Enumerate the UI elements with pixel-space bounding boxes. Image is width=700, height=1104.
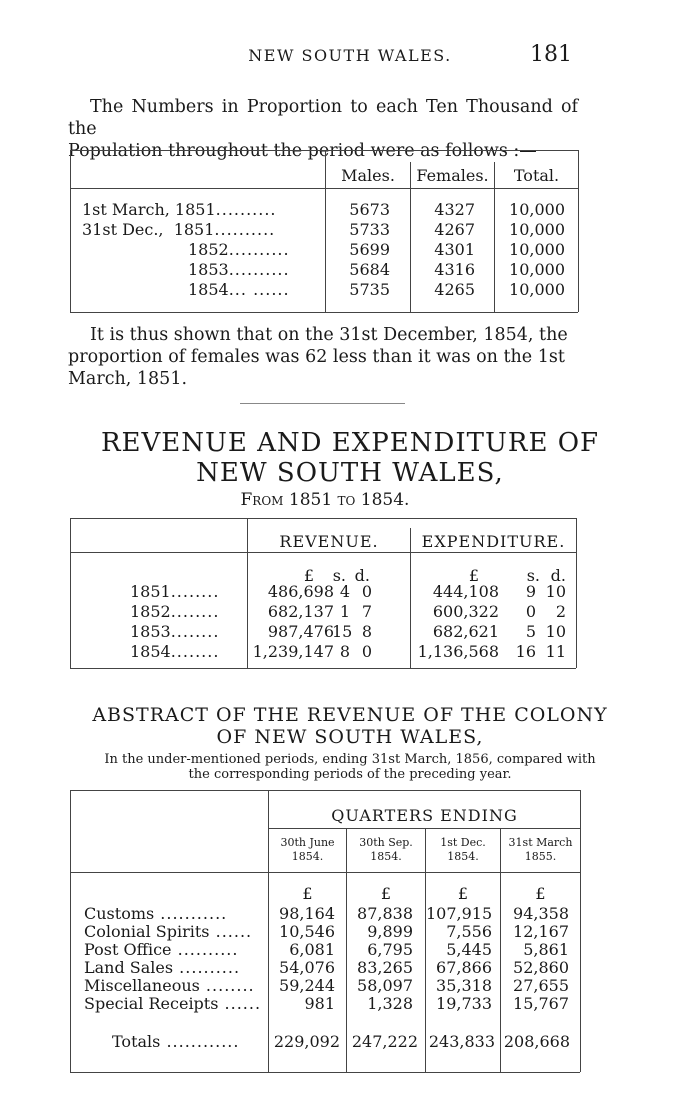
quarter-value: 35,318	[436, 976, 492, 995]
quarter-value: 54,076	[279, 958, 335, 977]
cell-females: 4301	[434, 240, 475, 259]
summary-line: March, 1851.	[68, 369, 188, 389]
totals-label: Totals ............	[112, 1032, 240, 1051]
exp-pounds: 600,322	[432, 602, 499, 621]
quarter-value: 27,655	[513, 976, 569, 995]
rev-pence: 7	[361, 602, 372, 621]
header-total: Total.	[513, 166, 560, 185]
abstract-caption-line1: In the under-mentioned periods, ending 31st March, 1856, compared with	[104, 752, 596, 767]
year-label: 1852........	[130, 602, 220, 621]
quarter-value: 15,767	[513, 994, 569, 1013]
row-label: 1854... ......	[188, 280, 290, 299]
unit-shillings: s.	[526, 566, 540, 585]
exp-pounds: 444,108	[432, 582, 499, 601]
exp-shillings: 5	[525, 622, 536, 641]
revenue-label: Special Receipts ......	[84, 994, 262, 1013]
unit-pound: £	[380, 884, 392, 903]
quarter-value: 58,097	[357, 976, 413, 995]
rev-pence: 0	[361, 642, 372, 661]
quarter-value: 87,838	[357, 904, 413, 923]
total-value: 208,668	[503, 1032, 570, 1051]
rev-pounds: 486,698	[267, 582, 334, 601]
unit-pence: d.	[354, 566, 370, 585]
cell-females: 4316	[434, 260, 475, 279]
running-title: NEW SOUTH WALES.	[248, 46, 452, 65]
cell-total: 10,000	[509, 240, 565, 259]
year-label: 1851........	[130, 582, 220, 601]
quarter-value: 59,244	[279, 976, 335, 995]
rev-pence: 0	[361, 582, 372, 601]
exp-pence: 11	[545, 642, 566, 661]
abstract-title-line2: OF NEW SOUTH WALES,	[216, 726, 484, 748]
year-label: 1853........	[130, 622, 220, 641]
cell-total: 10,000	[509, 280, 565, 299]
revenue-subtitle: From 1851 to 1854.	[240, 490, 410, 510]
revenue-label: Customs ...........	[84, 904, 228, 923]
intro-line: The Numbers in Proportion to each Ten Thousand of the	[68, 97, 578, 139]
quarter-value: 10,546	[279, 922, 335, 941]
quarter-value: 107,915	[426, 904, 493, 923]
quarter-value: 5,861	[523, 940, 569, 959]
exp-pence: 2	[555, 602, 566, 621]
section-divider	[240, 403, 405, 404]
cell-males: 5673	[349, 200, 390, 219]
unit-pound: £	[468, 566, 479, 585]
rev-shillings: 1	[339, 602, 350, 621]
exp-pence: 10	[545, 622, 566, 641]
quarter-value: 98,164	[279, 904, 335, 923]
intro-paragraph	[68, 96, 578, 162]
total-value: 229,092	[273, 1032, 340, 1051]
cell-males: 5733	[349, 220, 390, 239]
rev-shillings: 8	[339, 642, 350, 661]
cell-females: 4327	[434, 200, 475, 219]
quarter-value: 12,167	[513, 922, 569, 941]
revenue-label: Colonial Spirits ......	[84, 922, 253, 941]
summary-paragraph	[68, 324, 578, 390]
revenue-title-line2: NEW SOUTH WALES,	[196, 458, 504, 488]
unit-pound: £	[457, 884, 469, 903]
header-females: Females.	[416, 166, 489, 185]
revenue-label: Post Office ..........	[84, 940, 239, 959]
rev-pounds: 1,239,147	[252, 642, 334, 661]
row-label: 1853..........	[188, 260, 290, 279]
abstract-title-line1: ABSTRACT OF THE REVENUE OF THE COLONY	[92, 704, 608, 726]
quarter-value: 83,265	[357, 958, 413, 977]
quarter-value: 94,358	[513, 904, 569, 923]
header-revenue: REVENUE.	[279, 532, 379, 551]
cell-total: 10,000	[509, 220, 565, 239]
row-label: 1st March, 1851..........	[82, 200, 277, 219]
exp-pounds: 1,136,568	[417, 642, 499, 661]
rev-pence: 8	[361, 622, 372, 641]
revenue-title-line1: REVENUE AND EXPENDITURE OF	[100, 428, 600, 458]
column-header: 1st Dec. 1854.	[440, 836, 486, 863]
header-males: Males.	[341, 166, 395, 185]
summary-line: proportion of females was 62 less than it was on the 1st	[68, 347, 565, 367]
exp-pence: 10	[545, 582, 566, 601]
quarter-value: 19,733	[436, 994, 492, 1013]
exp-shillings: 0	[525, 602, 536, 621]
row-label: 31st Dec., 1851..........	[82, 220, 276, 239]
cell-females: 4265	[434, 280, 475, 299]
unit-pound: £	[302, 884, 313, 903]
rev-shillings: 15	[332, 622, 353, 641]
column-header: 30th June 1854.	[280, 836, 335, 863]
quarter-value: 981	[304, 994, 335, 1013]
rev-shillings: 4	[339, 582, 350, 601]
total-value: 243,833	[428, 1032, 495, 1051]
quarter-value: 9,899	[367, 922, 413, 941]
header-expenditure: EXPENDITURE.	[421, 532, 566, 551]
cell-males: 5684	[349, 260, 390, 279]
cell-total: 10,000	[509, 260, 565, 279]
quarter-value: 6,795	[367, 940, 413, 959]
column-header: 31st March 1855.	[508, 836, 573, 863]
intro-line: Population throughout the period were as follows :—	[68, 141, 537, 161]
unit-shillings: s.	[332, 566, 346, 585]
rev-pounds: 682,137	[267, 602, 334, 621]
exp-shillings: 16	[515, 642, 536, 661]
unit-pence: d.	[550, 566, 566, 585]
row-label: 1852..........	[188, 240, 290, 259]
quarter-value: 67,866	[436, 958, 492, 977]
cell-total: 10,000	[509, 200, 565, 219]
quarters-ending-header: QUARTERS ENDING	[331, 806, 518, 825]
revenue-label: Land Sales ..........	[84, 958, 241, 977]
quarter-value: 6,081	[289, 940, 335, 959]
unit-pound: £	[303, 566, 314, 585]
abstract-caption-line2: the corresponding periods of the preceding year.	[188, 767, 512, 782]
unit-pound: £	[535, 884, 546, 903]
quarter-value: 52,860	[513, 958, 569, 977]
quarter-value: 5,445	[446, 940, 492, 959]
cell-females: 4267	[434, 220, 475, 239]
revenue-label: Miscellaneous ........	[84, 976, 255, 995]
quarter-value: 7,556	[446, 922, 492, 941]
cell-males: 5735	[349, 280, 390, 299]
page-number: 181	[530, 42, 572, 67]
exp-shillings: 9	[525, 582, 536, 601]
exp-pounds: 682,621	[432, 622, 499, 641]
quarter-value: 1,328	[367, 994, 413, 1013]
year-label: 1854........	[130, 642, 220, 661]
total-value: 247,222	[351, 1032, 418, 1051]
column-header: 30th Sep. 1854.	[359, 836, 413, 863]
summary-line: It is thus shown that on the 31st December, 1854, the	[90, 325, 568, 345]
cell-males: 5699	[349, 240, 390, 259]
rev-pounds: 987,476	[267, 622, 334, 641]
